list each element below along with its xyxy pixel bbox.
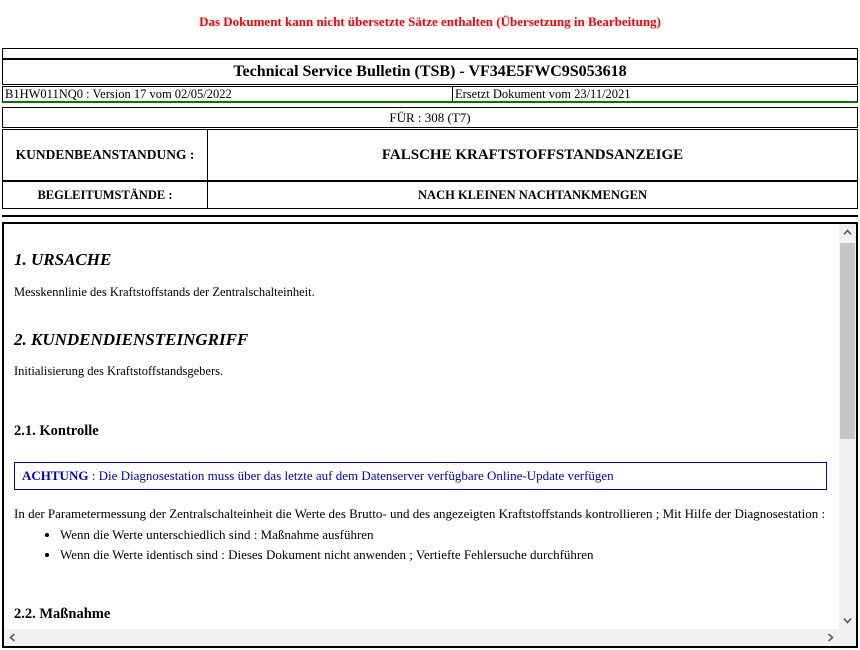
horizontal-scrollbar[interactable] bbox=[4, 629, 856, 646]
circumstances-row bbox=[2, 181, 858, 209]
chevron-up-icon bbox=[842, 227, 853, 238]
header-bottom-divider bbox=[2, 215, 858, 217]
section-2-2-heading: 2.2. Maßnahme bbox=[14, 606, 111, 623]
list-item: • Wenn die Werte unterschiedlich sind : Maßnahme ausführen bbox=[60, 527, 829, 544]
complaint-row bbox=[2, 129, 858, 181]
scroll-down-button[interactable] bbox=[839, 612, 856, 629]
document-title: Technical Service Bulletin (TSB) - VF34E5FWC9S053618 bbox=[2, 59, 858, 85]
achtung-notice-box bbox=[14, 462, 827, 490]
scroll-up-button[interactable] bbox=[839, 224, 856, 241]
circumstances-value: NACH KLEINEN NACHTANKMENGEN bbox=[418, 187, 647, 202]
document-body bbox=[4, 224, 839, 629]
complaint-value: FALSCHE KRAFTSTOFFSTANDSANZEIGE bbox=[381, 146, 684, 163]
section-2-1-heading: 2.1. Kontrolle bbox=[14, 422, 99, 439]
replaces-info: Ersetzt Dokument vom 23/11/2021 bbox=[455, 87, 631, 101]
version-row bbox=[2, 86, 858, 103]
procedure-bullet-list bbox=[14, 527, 829, 564]
section-1-text: Messkennlinie des Kraftstoffstands der Zentralschalteinheit. bbox=[14, 285, 315, 299]
complaint-label: KUNDENBEANSTANDUNG : bbox=[3, 130, 208, 180]
translation-warning-banner: Das Dokument kann nicht übersetzte Sätze enthalten (Übersetzung in Bearbeitung) bbox=[199, 14, 661, 29]
circumstances-label: BEGLEITUMSTÄNDE : bbox=[3, 182, 208, 208]
list-item: • Wenn die Werte identisch sind : Dieses Dokument nicht anwenden ; Vertiefte Fehlersuche durchführen bbox=[60, 547, 829, 564]
achtung-text: : Die Diagnosestation muss über das letzte auf dem Datenserver verfügbare Online-Update verfügen bbox=[88, 467, 614, 483]
procedure-paragraph: In der Parametermessung der Zentralschalteinheit die Werte des Brutto- und des angezeigten Kraftstoffstands kontrollieren ; Mit Hilfe der Diagnosestation : bbox=[14, 505, 826, 521]
header-empty-row bbox=[2, 48, 858, 59]
chevron-left-icon bbox=[7, 632, 18, 643]
version-info: B1HW011NQ0 : Version 17 vom 02/05/2022 bbox=[3, 87, 453, 101]
document-content-box bbox=[2, 222, 858, 648]
section-2-heading: 2. KUNDENDIENSTEINGRIFF bbox=[14, 330, 249, 350]
achtung-label: ACHTUNG bbox=[22, 467, 89, 483]
scroll-right-button[interactable] bbox=[822, 629, 839, 646]
vertical-scrollbar-thumb[interactable] bbox=[840, 243, 855, 439]
section-2-text: Initialisierung des Kraftstoffstandsgebers. bbox=[14, 364, 224, 379]
applies-to-row: FÜR : 308 (T7) bbox=[2, 107, 858, 128]
chevron-right-icon bbox=[825, 632, 836, 643]
section-1-heading: 1. URSACHE bbox=[14, 250, 112, 269]
chevron-down-icon bbox=[842, 615, 853, 626]
vertical-scrollbar[interactable] bbox=[839, 224, 856, 629]
scroll-left-button[interactable] bbox=[4, 629, 21, 646]
